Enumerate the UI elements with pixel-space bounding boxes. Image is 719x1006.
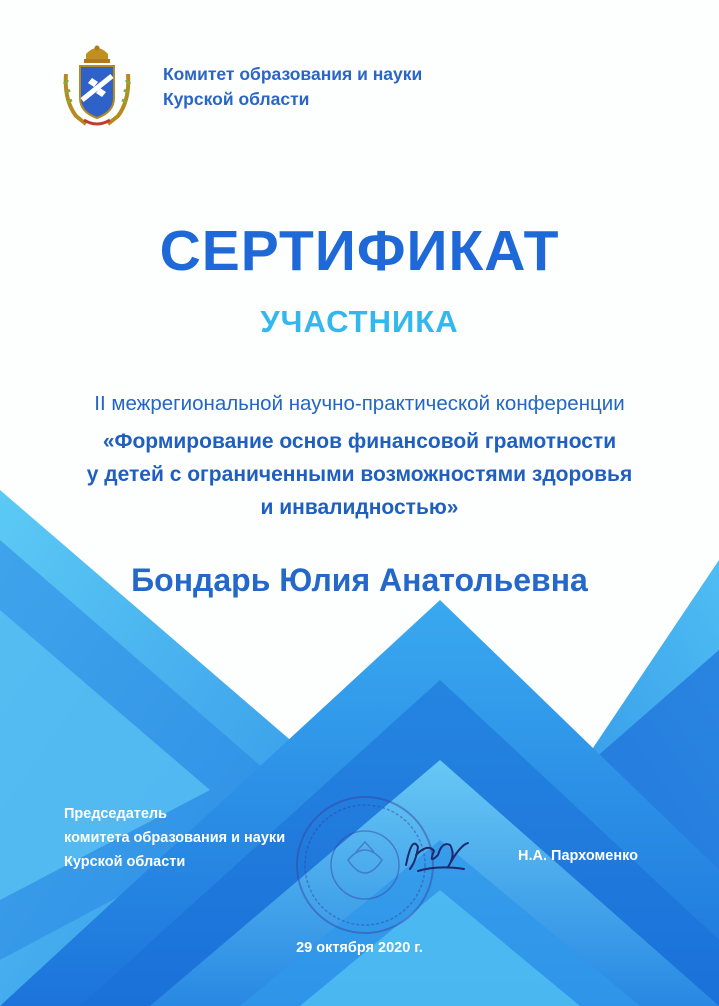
conference-line: II межрегиональной научно-практической конференции <box>94 392 625 415</box>
certificate-title: СЕРТИФИКАТ <box>159 219 560 283</box>
organization-line-2: Курской области <box>163 89 310 109</box>
organization-line-1: Комитет образования и науки <box>163 64 423 84</box>
role-line-2: комитета образования и науки <box>64 830 286 846</box>
kursk-coat-of-arms-icon <box>62 40 132 130</box>
role-line-1: Председатель <box>64 806 168 822</box>
handwritten-signature-icon <box>398 825 478 880</box>
certificate-subtitle: УЧАСТНИКА <box>260 304 459 339</box>
issue-date: 29 октября 2020 г. <box>296 940 423 956</box>
organization-name <box>163 62 422 112</box>
recipient-name: Бондарь Юлия Анатольевна <box>131 562 588 598</box>
role-line-3: Курской области <box>64 854 186 870</box>
topic-line-2: у детей с ограниченными возможностями здоровья <box>86 463 633 486</box>
conference-topic <box>0 425 719 524</box>
topic-line-1: «Формирование основ финансовой грамотности <box>102 430 617 453</box>
signatory-role <box>64 802 285 874</box>
signatory-name: Н.А. Пархоменко <box>518 848 639 864</box>
topic-line-3: и инвалидностью» <box>260 496 459 519</box>
